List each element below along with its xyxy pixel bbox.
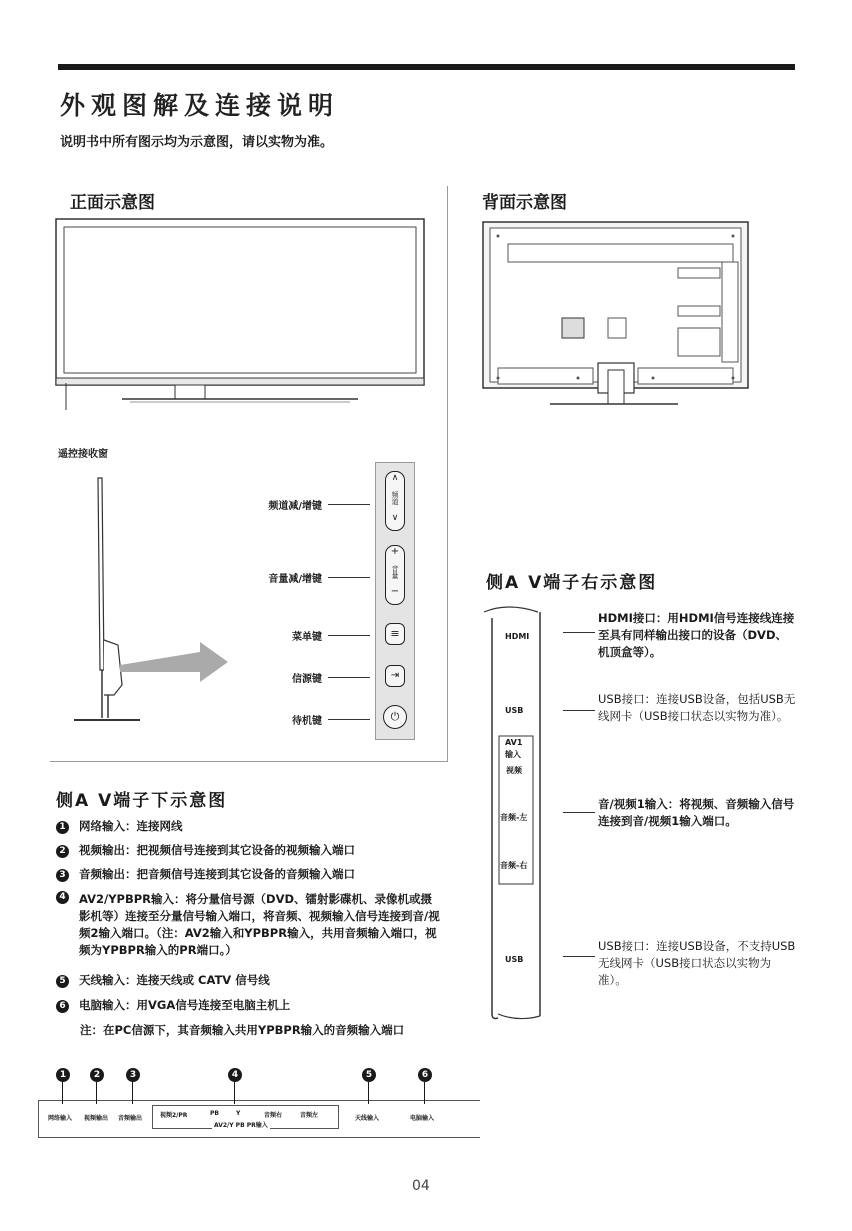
source-key[interactable] — [385, 665, 405, 687]
marker-stem — [132, 1082, 133, 1104]
page-number: 04 — [412, 1178, 430, 1194]
leader-line — [328, 504, 370, 505]
video-port-label: 视频 — [506, 766, 522, 775]
page-subtitle: 说明书中所有图示均为示意图，请以实物为准。 — [60, 135, 334, 150]
usb2-desc: USB接口：连接USB设备，不支持USB无线网卡（USB接口状态以实物为准）。 — [598, 939, 796, 987]
list-item: 5 天线输入：连接天线或 CATV 信号线 — [56, 972, 436, 989]
channel-key-label: 频道减/增键 — [268, 501, 322, 512]
marker-stem — [234, 1082, 235, 1104]
marker-3: 3 — [126, 1068, 140, 1082]
list-item: 3 音频输出：把音频信号连接到其它设备的音频输入端口 — [56, 866, 436, 883]
section-divider — [447, 186, 448, 761]
tv-front-illustration — [50, 215, 430, 410]
strip-left-line — [38, 1100, 39, 1138]
bottom-ports-heading: 侧A V端子下示意图 — [56, 791, 228, 811]
audio-left-port-label: 音频-左 — [500, 813, 528, 822]
section-divider-bottom — [50, 761, 448, 762]
leader-line — [563, 956, 595, 957]
marker-5: 5 — [362, 1068, 376, 1082]
hdmi-desc: HDMI接口：用HDMI信号连接线连接至具有同样输出接口的设备（DVD、机顶盒等）。 — [598, 611, 795, 659]
av1-label: AV1 — [505, 738, 523, 747]
strip-label: 电脑输入 — [410, 1115, 435, 1122]
strip-label: 视频2/PR — [160, 1112, 188, 1119]
marker-2: 2 — [90, 1068, 104, 1082]
list-item: 6 电脑输入：用VGA信号连接至电脑主机上 — [56, 997, 436, 1014]
menu-key[interactable] — [385, 623, 405, 645]
source-icon: ⇥ — [390, 670, 400, 681]
header-rule — [58, 64, 795, 70]
strip-label: 视频输出 — [84, 1115, 109, 1122]
marker-4: 4 — [228, 1068, 242, 1082]
chevron-up-icon: ∧ — [391, 473, 399, 483]
hdmi-port-label: HDMI — [505, 632, 530, 641]
list-item: 1 网络输入：连接网线 — [56, 818, 436, 835]
usb1-port-label: USB — [505, 706, 524, 715]
marker-stem — [368, 1082, 369, 1104]
front-heading: 正面示意图 — [70, 193, 155, 213]
strip-label: Y — [236, 1110, 241, 1117]
volume-panel-text: 音量 — [391, 565, 399, 579]
leader-line — [563, 710, 595, 711]
strip-bottom-line — [38, 1137, 480, 1138]
usb2-port-label: USB — [505, 955, 524, 964]
strip-group-label: AV2/Y PB PR输入 — [214, 1122, 268, 1129]
strip-label: 音频左 — [300, 1112, 319, 1119]
volume-rocker[interactable] — [385, 545, 405, 605]
strip-label: PB — [210, 1110, 219, 1117]
av1-sub-label: 输入 — [505, 750, 521, 759]
strip-label: 音频右 — [264, 1112, 283, 1119]
remote-receiver-label: 遥控接收窗 — [58, 449, 108, 460]
right-ports-heading: 侧A V端子右示意图 — [486, 573, 658, 593]
tv-back-illustration — [478, 218, 753, 410]
leader-line — [328, 577, 370, 578]
leader-line — [563, 632, 595, 633]
power-icon: ⏻ — [390, 710, 400, 723]
side-key-panel — [375, 462, 415, 740]
tv-side-illustration — [60, 470, 260, 740]
strip-label: 天线输入 — [355, 1115, 380, 1122]
leader-line — [328, 635, 370, 636]
marker-1: 1 — [56, 1068, 70, 1082]
leader-line — [328, 719, 370, 720]
marker-stem — [96, 1082, 97, 1104]
marker-stem — [424, 1082, 425, 1104]
list-item: 4 AV2/YPBPR输入：将分量信号源（DVD、镭射影碟机、录像机或摄影机等）连接至分量信号输入端口，将音频、视频输入信号连接到音/视频2输入端口。（注：AV2输入和YPBPR输入，共用音频输入端口，视频为YPBPR输入的PR端口。） — [56, 891, 442, 959]
standby-key-label: 待机键 — [292, 716, 322, 727]
usb1-desc: USB接口：连接USB设备，包括USB无线网卡（USB接口状态以实物为准）。 — [598, 692, 796, 723]
strip-label: 音频输出 — [118, 1115, 143, 1122]
leader-line — [328, 677, 370, 678]
minus-icon: − — [390, 586, 400, 597]
av1-desc: 音/视频1输入：将视频、音频输入信号连接到音/视频1输入端口。 — [598, 797, 795, 828]
list-item: 2 视频输出：把视频信号连接到其它设备的视频输入端口 — [56, 842, 436, 859]
marker-6: 6 — [418, 1068, 432, 1082]
menu-icon: ≡ — [390, 627, 400, 640]
bottom-note: 注：在PC信源下，其音频输入共用YPBPR输入的音频输入端口 — [80, 1023, 405, 1037]
marker-stem — [62, 1082, 63, 1104]
source-key-label: 信源键 — [292, 674, 322, 685]
channel-panel-text: 频道 — [391, 491, 399, 505]
volume-key-label: 音量减/增键 — [268, 574, 322, 585]
plus-icon: + — [390, 546, 400, 557]
channel-rocker[interactable] — [385, 471, 405, 531]
back-heading: 背面示意图 — [482, 193, 567, 213]
standby-key[interactable] — [383, 705, 407, 729]
audio-right-port-label: 音频-右 — [500, 861, 528, 870]
chevron-down-icon: ∨ — [391, 513, 399, 523]
strip-top-line — [38, 1100, 480, 1101]
strip-label: 网络输入 — [48, 1115, 73, 1122]
menu-key-label: 菜单键 — [292, 632, 322, 643]
leader-line — [563, 812, 595, 813]
page-title: 外观图解及连接说明 — [60, 91, 340, 120]
